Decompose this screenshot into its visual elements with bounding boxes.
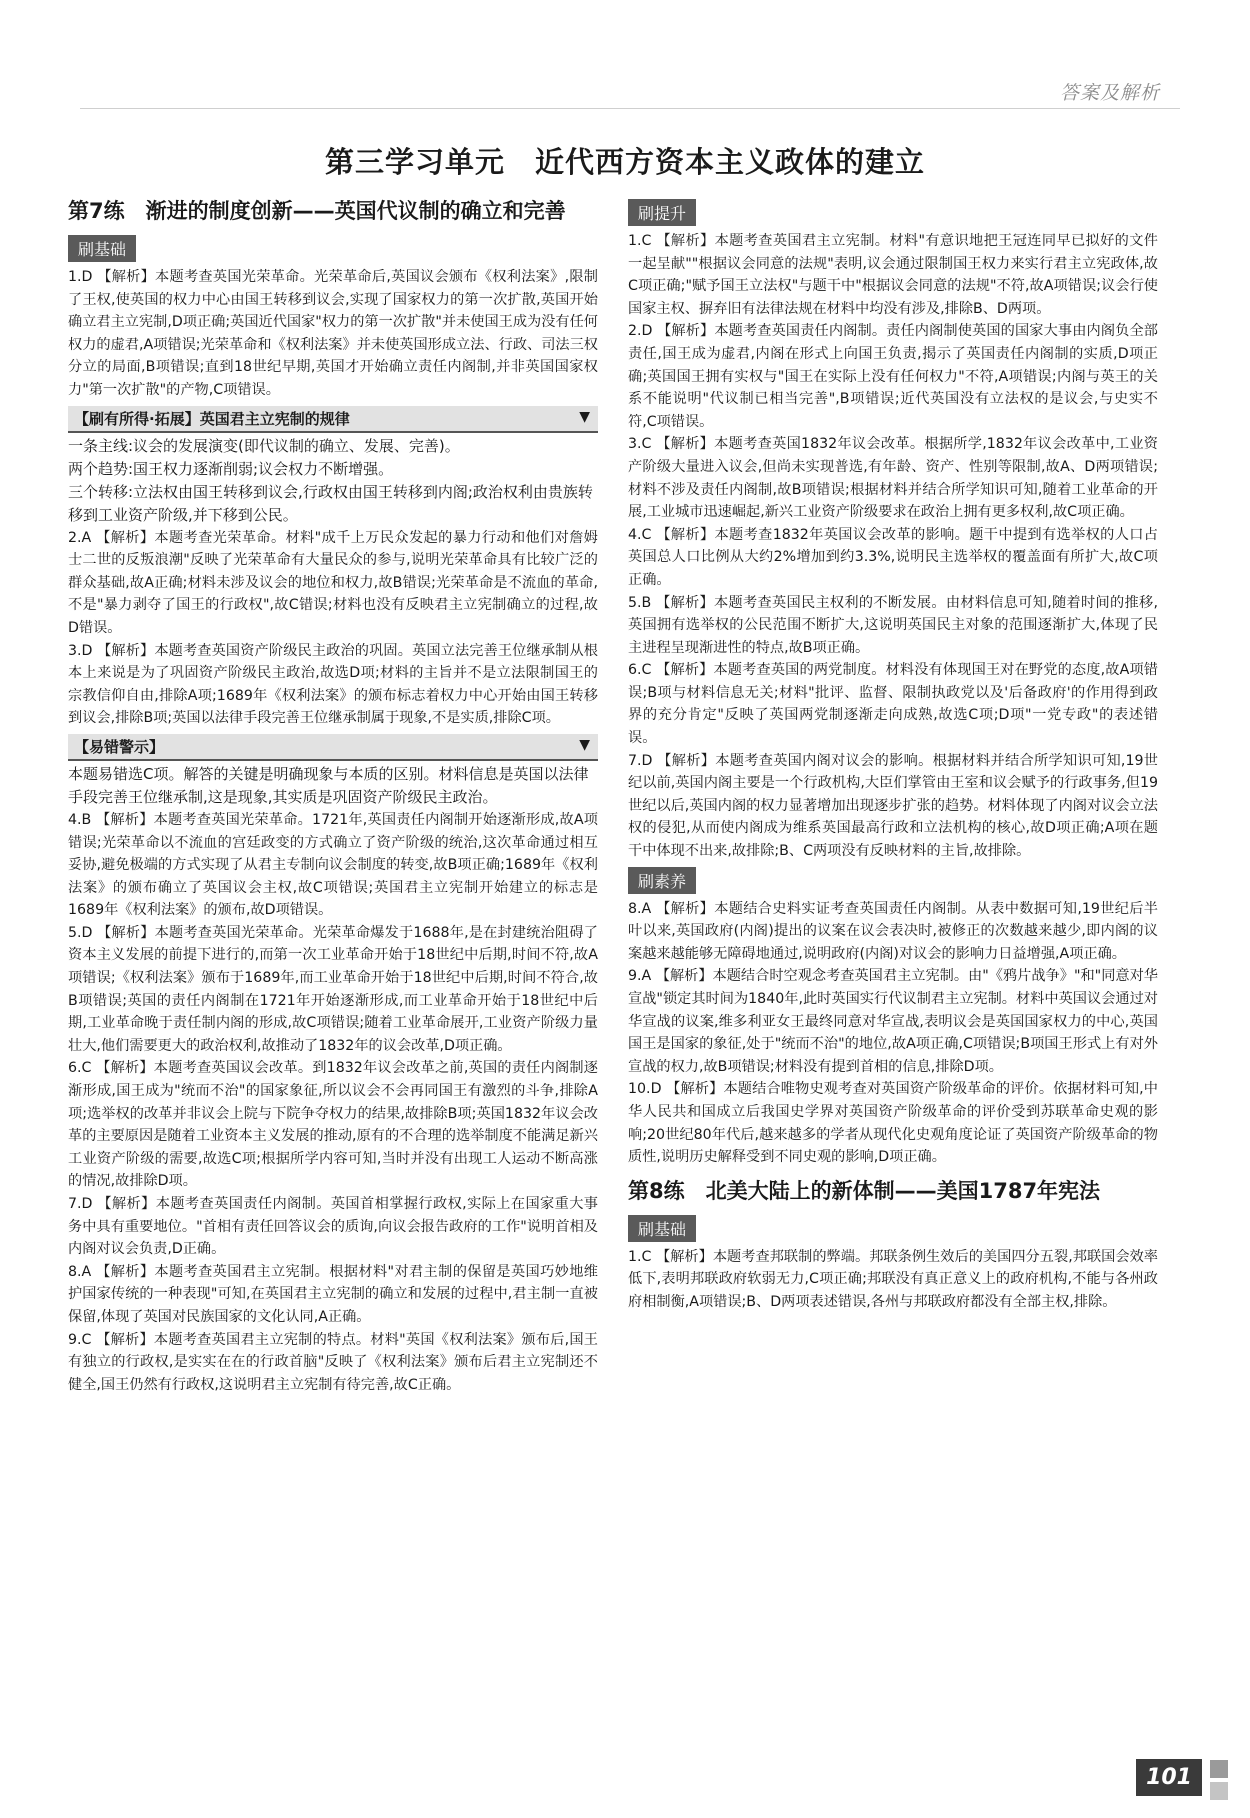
answer-item: 6.C 【解析】本题考查英国议会改革。到1832年议会改革之前,英国的责任内阁制逐渐形成,国王成为"统而不治"的国家象征,所以议会不会再同国王有激烈的斗争,排除A项;选举权的改革并非议会上院与下院争夺权力的结果,故排除B项;英国1832年议会改革的主要原因是随着工业资本主义发展的推动,原有的不合理的选举制度不能满足新兴工业资产阶级的需要,故选C项;根据所学内容可知,当时并没有出现工人运动不断高涨的情况,故排除D项。 <box>68 1060 598 1190</box>
extension-title: 【刷有所得·拓展】英国君主立宪制的规律 <box>74 409 350 428</box>
answer-item: 2.D 【解析】本题考查英国责任内阁制。责任内阁制使英国的国家大事由内阁负全部责任,国王成为虚君,内阁在形式上向国王负责,揭示了英国责任内阁制的实质,D项正确;英国国王拥有实权与"国王在实际上没有任何权力"不符,A项错误;内阁与英王的关系不能说明"代议制已相当完善",B项错误;近代英国没有立法权的是议会,与史实不符,C项错误。 <box>628 323 1158 430</box>
tag-basic-8: 刷基础 <box>628 1215 696 1242</box>
answer-item: 5.D 【解析】本题考查英国光荣革命。光荣革命爆发于1688年,是在封建统治阻碍了资本主义发展的前提下进行的,而第一次工业革命开始于18世纪中后期,时间不符,故A项错误;《权利法案》颁布于1689年,而工业革命开始于18世纪中后期,时间不符合,故B项错误;英国的责任内阁制在1721年开始逐渐形成,而工业革命开始于18世纪中后期,工业革命晚于责任制内阁的形成,故C项错误;随着工业革命展开,工业资产阶级力量壮大,他们需要更大的政治权利,故推动了1832年的议会改革,D项正确。 <box>68 924 598 1054</box>
tag-basic: 刷基础 <box>68 235 136 262</box>
extension-line: 三个转移:立法权由国王转移到议会,行政权由国王转移到内阁;政治权利由贵族转移到工业资产阶级,并下移到公民。 <box>68 482 593 524</box>
answer-item: 1.D 【解析】本题考查英国光荣革命。光荣革命后,英国议会颁布《权利法案》,限制了王权,使英国的权力中心由国王转移到议会,实现了国家权力的第一次扩散,英国开始确立君主立宪制,D项正确;英国近代国家"权力的第一次扩散"并未使国王成为没有任何权力的虚君,A项错误;光荣革命和《权利法案》并未使英国形成立法、行政、司法三权分立的局面,B项错误;直到18世纪早期,英国才开始确立责任内阁制,并非英国国家权力"第一次扩散"的产物,C项错误。 <box>68 269 598 398</box>
answer-item: 8.A 【解析】本题考查英国君主立宪制。根据材料"对君主制的保留是英国巧妙地维护国家传统的一种表现"可知,在英国君主立宪制的确立和发展的过程中,君主制一直被保留,体现了英国对民族国家的文化认同,A正确。 <box>68 1263 598 1325</box>
warning-title: 【易错警示】 <box>74 737 165 756</box>
answer-item: 3.D 【解析】本题考查英国资产阶级民主政治的巩固。英国立法完善王位继承制从根本上来说是为了巩固资产阶级民主政治,故选D项;材料的主旨并不是立法限制国王的宗教信仰自由,排除A项;1689年《权利法案》的颁布标志着权力中心开始由国王转移到议会,排除B项;英国以法律手段完善王位继承制属于现象,不是实质,排除C项。 <box>68 642 598 727</box>
answer-item: 9.A 【解析】本题结合时空观念考查英国君主立宪制。由"《鸦片战争》"和"同意对华宣战"锁定其时间为1840年,此时英国实行代议制君主立宪制。材料中英国议会通过对华宣战的议案,维多利亚女王最终同意对华宣战,表明议会是英国国家权力的中心,英国国王是国家的象征,处于"统而不治"的地位,故A项正确,C项错误;B项国王形式上有对外宣战的权力,故B项错误;材料没有提到首相的信息,排除D项。 <box>628 968 1158 1075</box>
left-column <box>68 195 598 1396</box>
warning-bar <box>68 734 598 761</box>
answer-item: 1.C 【解析】本题考查邦联制的弊端。邦联条例生效后的美国四分五裂,邦联国会效率低下,表明邦联政府软弱无力,C项正确;邦联没有真正意义上的政府机构,不能与各州政府相制衡,A项错误;B、D两项表述错误,各州与邦联政府都没有全部主权,排除。 <box>628 1248 1158 1310</box>
answer-item: 8.A 【解析】本题结合史料实证考查英国责任内阁制。从表中数据可知,19世纪后半叶以来,英国政府(内阁)提出的议案在议会表决时,被修正的次数越来越少,即内阁的议案越来越能够无障碍地通过,说明政府(内阁)对议会的影响力日益增强,A项正确。 <box>628 900 1158 962</box>
answer-item: 7.D 【解析】本题考查英国责任内阁制。英国首相掌握行政权,实际上在国家重大事务中具有重要地位。"首相有责任回答议会的质询,向议会报告政府的工作"说明首相及内阁对议会负责,D正确。 <box>68 1196 598 1258</box>
answer-item: 4.C 【解析】本题考查1832年英国议会改革的影响。题干中提到有选举权的人口占英国总人口比例从大约2%增加到约3.3%,说明民主选举权的覆盖面有所扩大,故C项正确。 <box>628 526 1158 588</box>
answer-item: 4.B 【解析】本题考查英国光荣革命。1721年,英国责任内阁制开始逐渐形成,故A项错误;光荣革命以不流血的宫廷政变的方式确立了资产阶级的统治,这次革命通过相互妥协,避免极端的方式实现了从君主专制向议会制度的转变,故B项正确;1689年《权利法案》的颁布确立了英国议会主权,故C项错误;英国君主立宪制开始建立的标志是1689年《权利法案》的颁布,故D项错误。 <box>68 811 598 919</box>
unit-title: 第三学习单元 近代西方资本主义政体的建立 <box>324 145 925 179</box>
answer-item: 2.A 【解析】本题考查光荣革命。材料"成千上万民众发起的暴力行动和他们对詹姆士二世的反叛浪潮"反映了光荣革命有大量民众的参与,说明光荣革命具有比较广泛的群众基础,故A正确;材料未涉及议会的地位和权力,故B错误;光荣革命是不流血的革命,不是"暴力剥夺了国王的行政权",故C错误;材料也没有反映君主立宪制确立的过程,故D错误。 <box>68 529 598 636</box>
answer-item: 10.D 【解析】本题结合唯物史观考查对英国资产阶级革命的评价。依据材料可知,中华人民共和国成立后我国史学界对英国资产阶级革命的评价受到苏联革命史观的影响;20世纪80年代后,越来越多的学者从现代化史观角度论证了英国资产阶级革命的物质性,说明历史解释受到不同史观的影响,D项正确。 <box>628 1081 1158 1166</box>
section-title-7: 第7练 渐进的制度创新——英国代议制的确立和完善 <box>68 199 566 223</box>
answer-item: 7.D 【解析】本题考查英国内阁对议会的影响。根据材料并结合所学知识可知,19世纪以前,英国内阁主要是一个行政机构,大臣们掌管由王室和议会赋予的行政事务,但19世纪以后,英国内阁的权力显著增加出现逐步扩张的趋势。材料体现了内阁对议会立法权的侵犯,从而使内阁成为维系英国最高行政和立法机构的核心,故D项正确;A项在题干中体现不出来,故排除;B、C两项没有反映材料的主旨,故排除。 <box>628 752 1158 860</box>
header-tag: 答案及解析 <box>1059 82 1160 104</box>
warning-text: 本题易错选C项。解答的关键是明确现象与本质的区别。材料信息是英国以法律手段完善王位继承制,这是现象,其实质是巩固资产阶级民主政治。 <box>68 764 589 806</box>
page-number: 101 <box>1136 1759 1202 1796</box>
triangle-down-icon: ▼ <box>579 736 590 753</box>
tag-improve: 刷提升 <box>628 199 696 226</box>
triangle-down-icon: ▼ <box>579 408 590 425</box>
tag-literacy: 刷素养 <box>628 867 696 894</box>
header-rule <box>80 108 1180 109</box>
answer-item: 3.C 【解析】本题考查英国1832年议会改革。根据所学,1832年议会改革中,工业资产阶级大量进入议会,但尚未实现普选,有年龄、资产、性别等限制,故A、D两项错误;材料不涉及责任内阁制,故B项错误;根据材料并结合所学知识可知,随着工业革命的开展,工业城市迅速崛起,新兴工业资产阶级要求在政治上拥有更多权利,故C项正确。 <box>628 436 1158 521</box>
right-column <box>628 195 1158 1314</box>
section-title-8: 第8练 北美大陆上的新体制——美国1787年宪法 <box>628 1178 1101 1203</box>
corner-decoration <box>1210 1782 1228 1800</box>
corner-decoration <box>1210 1760 1228 1778</box>
answer-item: 6.C 【解析】本题考查英国的两党制度。材料没有体现国王对在野党的态度,故A项错误;B项与材料信息无关;材料"批评、监督、限制执政党以及'后备政府'的作用得到政界的充分肯定"反映了英国两党制逐渐走向成熟,故选C项;D项"一党专政"的表述错误。 <box>628 662 1158 747</box>
answer-item: 9.C 【解析】本题考查英国君主立宪制的特点。材料"英国《权利法案》颁布后,国王有独立的行政权,是实实在在的行政首脑"反映了《权利法案》颁布后君主立宪制还不健全,国王仍然有行政权,这说明君主立宪制有待完善,故C正确。 <box>68 1331 598 1393</box>
extension-line: 一条主线:议会的发展演变(即代议制的确立、发展、完善)。 <box>68 436 460 455</box>
answer-item: 1.C 【解析】本题考查英国君主立宪制。材料"有意识地把王冠连同早已拟好的文件一起呈献""根据议会同意的法规"表明,议会通过限制国王权力来实行君主立宪政体,故C项正确;"赋予国王立法权"与题干中"根据议会同意的法规"不符,故A项错误;议会行使国家主权、摒弃旧有法律法规在材料中均没有涉及,排除B、D两项。 <box>628 233 1158 317</box>
answer-item: 5.B 【解析】本题考查英国民主权利的不断发展。由材料信息可知,随着时间的推移,英国拥有选举权的公民范围不断扩大,这说明英国民主对象的范围逐渐扩大,体现了民主进程呈现渐进性的特点,故B项正确。 <box>628 594 1158 656</box>
extension-bar <box>68 406 598 433</box>
extension-line: 两个趋势:国王权力逐渐削弱;议会权力不断增强。 <box>68 459 394 478</box>
